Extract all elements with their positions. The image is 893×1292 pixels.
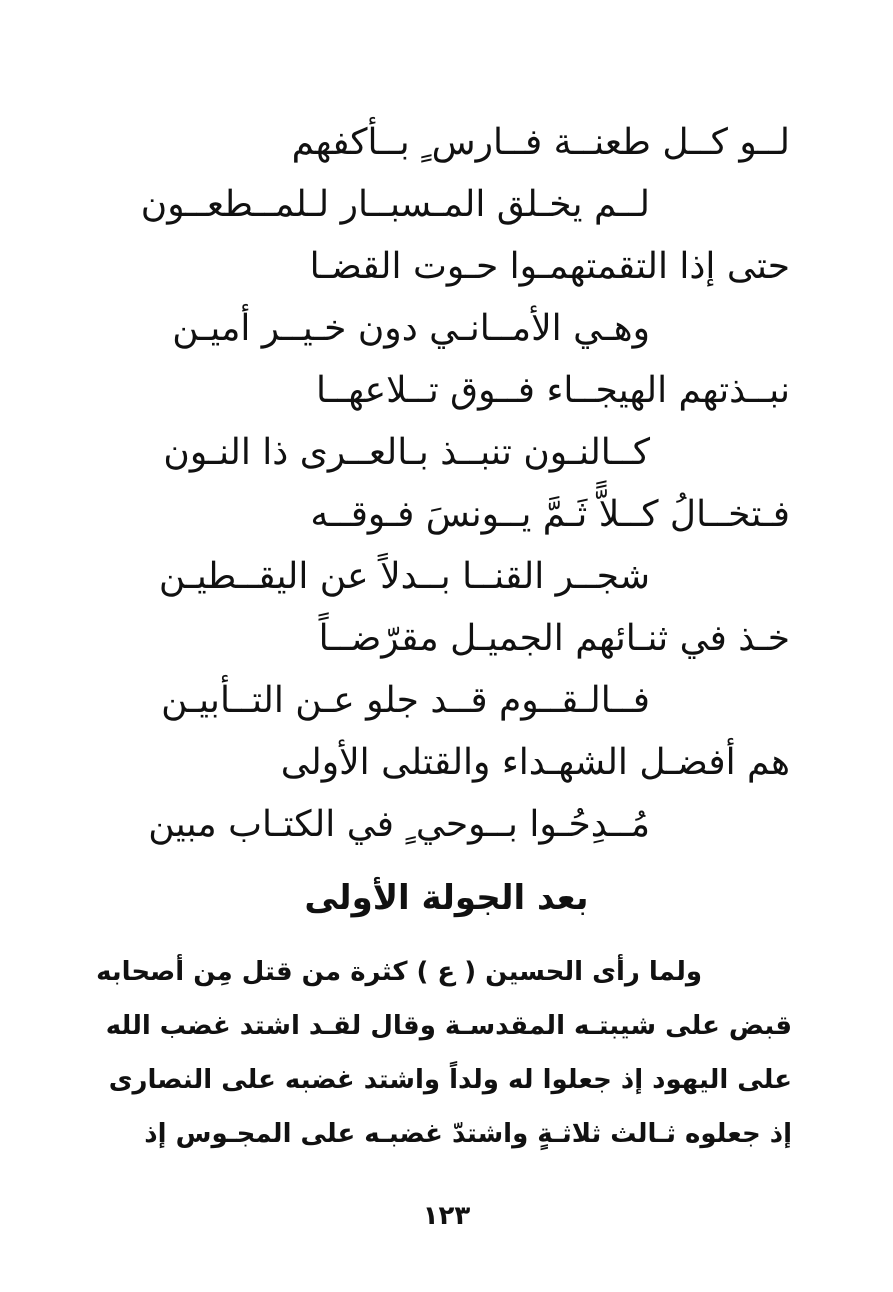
poem-verse: لــم يخـلق المـسبــار لـلمــطعــون [140,184,650,225]
poem-verse: هم أفضـل الشهـداء والقتلى الأولى [280,742,790,783]
poem-verse: فــالـقــوم قــد جلو عـن التــأبيـن [161,680,650,721]
poem-verse: حتى إذا التقمتهمـوا حـوت القضـا [309,246,790,287]
poem-verse: وهـي الأمــانـي دون خـيــر أميـن [172,308,650,349]
prose-line: إذ جعلوه ثـالث ثلاثـةٍ واشتدّ غضبـه على المجـوس إذ [144,1119,792,1149]
poem-verse: شجــر القنــا بــدلاً عن اليقــطيـن [158,556,650,597]
poem-verse: خـذ في ثنـائهم الجميـل مقرّضــاً [318,618,790,659]
poem-verse: لــو كــل طعنــة فــارس ٍ بــأكفهم [291,122,790,163]
prose-line: قبض على شيبتـه المقدسـة وقال لقـد اشتد غضب الله [105,1011,792,1041]
prose-line: على اليهود إذ جعلوا له ولداً واشتد غضبه على النصارى [108,1065,792,1095]
poem-verse: كــالنـون تنبــذ بـالعــرى ذا النـون [163,432,650,473]
poem-verse: نبــذتهم الهيجــاء فــوق تــلاعهــا [316,370,790,411]
poem-verse: فـتخــالُ كــلاًّ ثَـمَّ يــونسَ فـوقــه [310,494,790,535]
prose-paragraph [96,945,792,1161]
page-number: ١٢٣ [422,1201,471,1231]
prose-line: ولما رأى الحسين ( ع ) كثرة من قتل مِن أصحابه [96,957,702,987]
section-heading: بعد الجولة الأولى [304,878,589,918]
poem-verse: مُــدِحُـوا بــوحي ٍ في الكتـاب مبين [148,804,650,845]
poem [140,112,790,856]
